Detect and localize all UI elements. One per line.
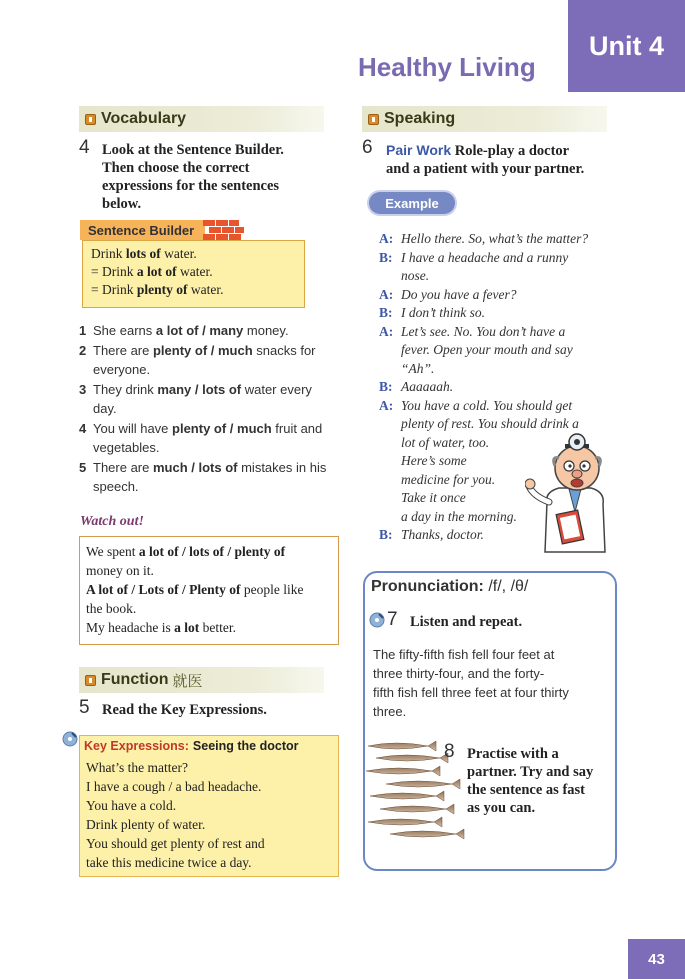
watch-out-line	[86, 599, 332, 618]
bold-phrase: a lot of / lots of / plenty of	[138, 544, 286, 559]
text-segment: speech.	[93, 479, 139, 494]
text-segment: vegetables.	[93, 440, 160, 455]
text-segment: They drink	[93, 381, 158, 397]
dialogue-text: lot of water, too.	[401, 434, 490, 450]
item-line	[93, 458, 326, 478]
section-bullet-icon	[85, 675, 96, 686]
page-number: 43	[628, 939, 685, 979]
item-line	[93, 360, 316, 380]
dialogue-line	[379, 304, 629, 323]
function-title-chinese: 就医	[172, 671, 203, 690]
speaker-label: B:	[379, 305, 393, 320]
bold-phrase: A lot of / Lots of / Plenty of	[86, 582, 241, 597]
instruction-line: below.	[102, 196, 142, 212]
builder-line	[91, 245, 296, 263]
text-segment: money on it.	[86, 563, 154, 578]
dialogue-text: Aaaaaah.	[401, 379, 454, 394]
speaker-label: A:	[379, 397, 394, 413]
speaker-label: B:	[379, 527, 393, 542]
dialogue-text: nose.	[401, 268, 430, 283]
bold-phrase: a lot of	[136, 264, 177, 279]
item-number: 1	[79, 323, 87, 338]
key-expression-line: You have a cold.	[86, 798, 177, 813]
tongue-twister-line: three thirty-four, and the forty-	[373, 666, 545, 681]
sentence-builder-label: Sentence Builder	[80, 220, 205, 240]
text-segment: There are	[93, 342, 153, 358]
list-item	[79, 321, 344, 341]
text-segment: people like	[240, 582, 304, 597]
watch-out-label: Watch out!	[80, 514, 144, 529]
text-segment: There are	[93, 459, 153, 475]
key-expression-line: You should get plenty of rest and	[86, 836, 265, 851]
instruction-line: Then choose the correct	[102, 160, 250, 176]
dialogue-line	[379, 286, 629, 305]
exercise-number-6: 6	[362, 137, 373, 158]
vocabulary-section-header	[79, 106, 324, 132]
instruction-line: Role-play a doctor	[454, 143, 570, 159]
speaker-label: A:	[379, 286, 394, 302]
page-title: Healthy Living	[358, 52, 536, 82]
watch-out-line	[86, 542, 332, 561]
text-segment: water every	[241, 381, 312, 397]
text-segment: You will have	[93, 420, 173, 436]
dialogue-text: Let’s see. No. You don’t have a	[401, 323, 566, 339]
bold-phrase: plenty of / much	[152, 342, 253, 358]
bold-phrase: a lot of / many	[155, 323, 244, 338]
speaking-title: Speaking	[384, 110, 456, 127]
dialogue-text: a day in the morning.	[401, 508, 517, 524]
speaker-label: B:	[379, 379, 393, 394]
speaker-label: A:	[379, 231, 394, 246]
exercise-number-8: 8	[444, 741, 455, 762]
text-segment: snacks for	[252, 342, 316, 358]
bold-phrase: plenty of / much	[172, 420, 272, 436]
dialogue-text: fever. Open your mouth and say	[401, 342, 573, 357]
unit-label: Unit 4	[588, 30, 664, 61]
text-segment: everyone.	[93, 362, 151, 377]
bold-phrase: much / lots of	[152, 459, 238, 475]
bold-phrase: lots of	[125, 246, 161, 261]
dialogue-text: You have a cold. You should get	[401, 397, 573, 413]
text-segment: water.	[160, 246, 197, 261]
brick-wall-icon	[203, 219, 245, 241]
bold-phrase: many / lots of	[157, 381, 242, 397]
key-expression-line: take this medicine twice a day.	[86, 855, 252, 870]
list-item	[79, 341, 344, 380]
item-number: 2	[79, 342, 87, 358]
section-bullet-icon	[368, 114, 379, 125]
bold-phrase: plenty of	[136, 282, 188, 297]
dialogue-text: Take it once	[401, 490, 466, 505]
pronunciation-header	[371, 578, 528, 596]
text-segment: We spent	[86, 544, 139, 559]
builder-line	[91, 281, 296, 299]
list-item	[79, 458, 344, 497]
instruction-line: Look at the Sentence Builder.	[102, 142, 284, 158]
key-expressions-header	[80, 736, 338, 756]
pronunciation-title: Pronunciation:	[371, 578, 484, 595]
fish-illustration	[366, 738, 474, 843]
instruction-line: Practise with a	[467, 746, 559, 762]
text-segment: mistakes in his	[237, 459, 327, 475]
audio-cd-icon[interactable]	[62, 731, 78, 747]
text-segment: Drink	[91, 246, 126, 261]
dialogue-text: I don’t think so.	[401, 305, 485, 320]
speaking-instruction	[386, 141, 626, 178]
pair-work-label: Pair Work	[386, 142, 452, 158]
text-segment: = Drink	[91, 264, 137, 279]
dialogue-line	[379, 397, 629, 416]
dialogue-text: plenty of rest. You should drink a	[401, 416, 579, 431]
item-number: 5	[79, 459, 87, 475]
function-title: Function	[101, 671, 169, 688]
instruction-line: and a patient with your partner.	[386, 161, 585, 177]
builder-line	[91, 263, 296, 281]
vocabulary-exercise-list	[79, 321, 344, 497]
dialogue-line	[379, 230, 629, 249]
text-segment: better.	[199, 620, 236, 635]
item-number: 4	[79, 420, 87, 436]
item-line	[93, 477, 326, 497]
text-segment: money.	[243, 323, 289, 338]
text-segment: water.	[187, 282, 224, 297]
dialogue-text: Thanks, doctor.	[401, 527, 484, 542]
instruction-line: expressions for the sentences	[102, 178, 280, 194]
key-expression-line: What’s the matter?	[86, 760, 188, 775]
watch-out-line	[86, 580, 332, 599]
dialogue-text: Hello there. So, what’s the matter?	[401, 231, 589, 246]
pronunciation-instruction-8	[467, 745, 617, 817]
item-number: 3	[79, 381, 87, 397]
watch-out-line	[86, 561, 332, 580]
key-expressions-body	[80, 756, 338, 874]
function-instruction: Read the Key Expressions.	[102, 702, 267, 718]
text-segment: water.	[176, 264, 213, 279]
exercise-number-4: 4	[79, 137, 90, 158]
function-section-header	[79, 667, 324, 693]
dialogue-text: I have a headache and a runny	[401, 249, 569, 265]
tongue-twister-line: fifth fish fell three feet at four thirty	[373, 685, 569, 700]
text-segment: day.	[93, 401, 117, 416]
exercise-number-7: 7	[387, 609, 398, 630]
speaker-label: A:	[379, 323, 394, 339]
item-line	[93, 438, 322, 458]
instruction-line: as you can.	[467, 800, 536, 816]
exercise-number-5: 5	[79, 697, 90, 718]
dialogue-text: medicine for you.	[401, 471, 496, 487]
section-bullet-icon	[85, 114, 96, 125]
item-line	[93, 341, 316, 361]
key-expressions-box	[79, 735, 339, 877]
text-segment: fruit and	[271, 420, 323, 436]
audio-cd-icon[interactable]	[369, 612, 385, 628]
instruction-line: partner. Try and say	[467, 764, 594, 780]
instruction-line: the sentence as fast	[467, 782, 585, 798]
item-line	[93, 399, 312, 419]
key-expressions-topic: Seeing the doctor	[192, 739, 299, 753]
tongue-twister	[373, 645, 613, 721]
text-segment: She earns	[93, 323, 156, 338]
doctor-illustration	[525, 432, 625, 557]
pronunciation-sounds: /f/, /θ/	[488, 578, 529, 595]
tongue-twister-line: The fifty-fifth fish fell four feet at	[373, 647, 555, 662]
speaking-section-header	[362, 106, 607, 132]
dialogue-text: “Ah”.	[401, 360, 435, 376]
bold-phrase: a lot	[174, 620, 200, 635]
key-expressions-label: Key Expressions:	[84, 739, 189, 753]
key-expression-line: Drink plenty of water.	[86, 817, 206, 832]
list-item	[79, 380, 344, 419]
dialogue-line	[379, 323, 629, 342]
speaker-label: B:	[379, 249, 393, 265]
list-item	[79, 419, 344, 458]
dialogue-text: Here’s some	[401, 453, 467, 468]
watch-out-line	[86, 618, 332, 637]
vocabulary-title: Vocabulary	[101, 110, 187, 127]
tongue-twister-line: three.	[373, 704, 407, 719]
item-line	[93, 419, 322, 439]
item-line	[93, 321, 289, 341]
dialogue-line	[379, 378, 629, 397]
example-badge: Example	[369, 192, 455, 214]
unit-tab	[568, 0, 685, 92]
dialogue-line	[379, 249, 629, 268]
key-expression-line: I have a cough / a bad headache.	[86, 779, 262, 794]
sentence-builder-box	[82, 240, 305, 308]
pronunciation-instruction-7: Listen and repeat.	[410, 614, 523, 630]
watch-out-box	[79, 536, 339, 645]
item-line	[93, 380, 312, 400]
text-segment: = Drink	[91, 282, 137, 297]
text-segment: My headache is	[86, 620, 175, 635]
text-segment: the book.	[86, 601, 137, 616]
dialogue-text: Do you have a fever?	[401, 286, 517, 302]
vocabulary-instruction	[102, 141, 342, 213]
